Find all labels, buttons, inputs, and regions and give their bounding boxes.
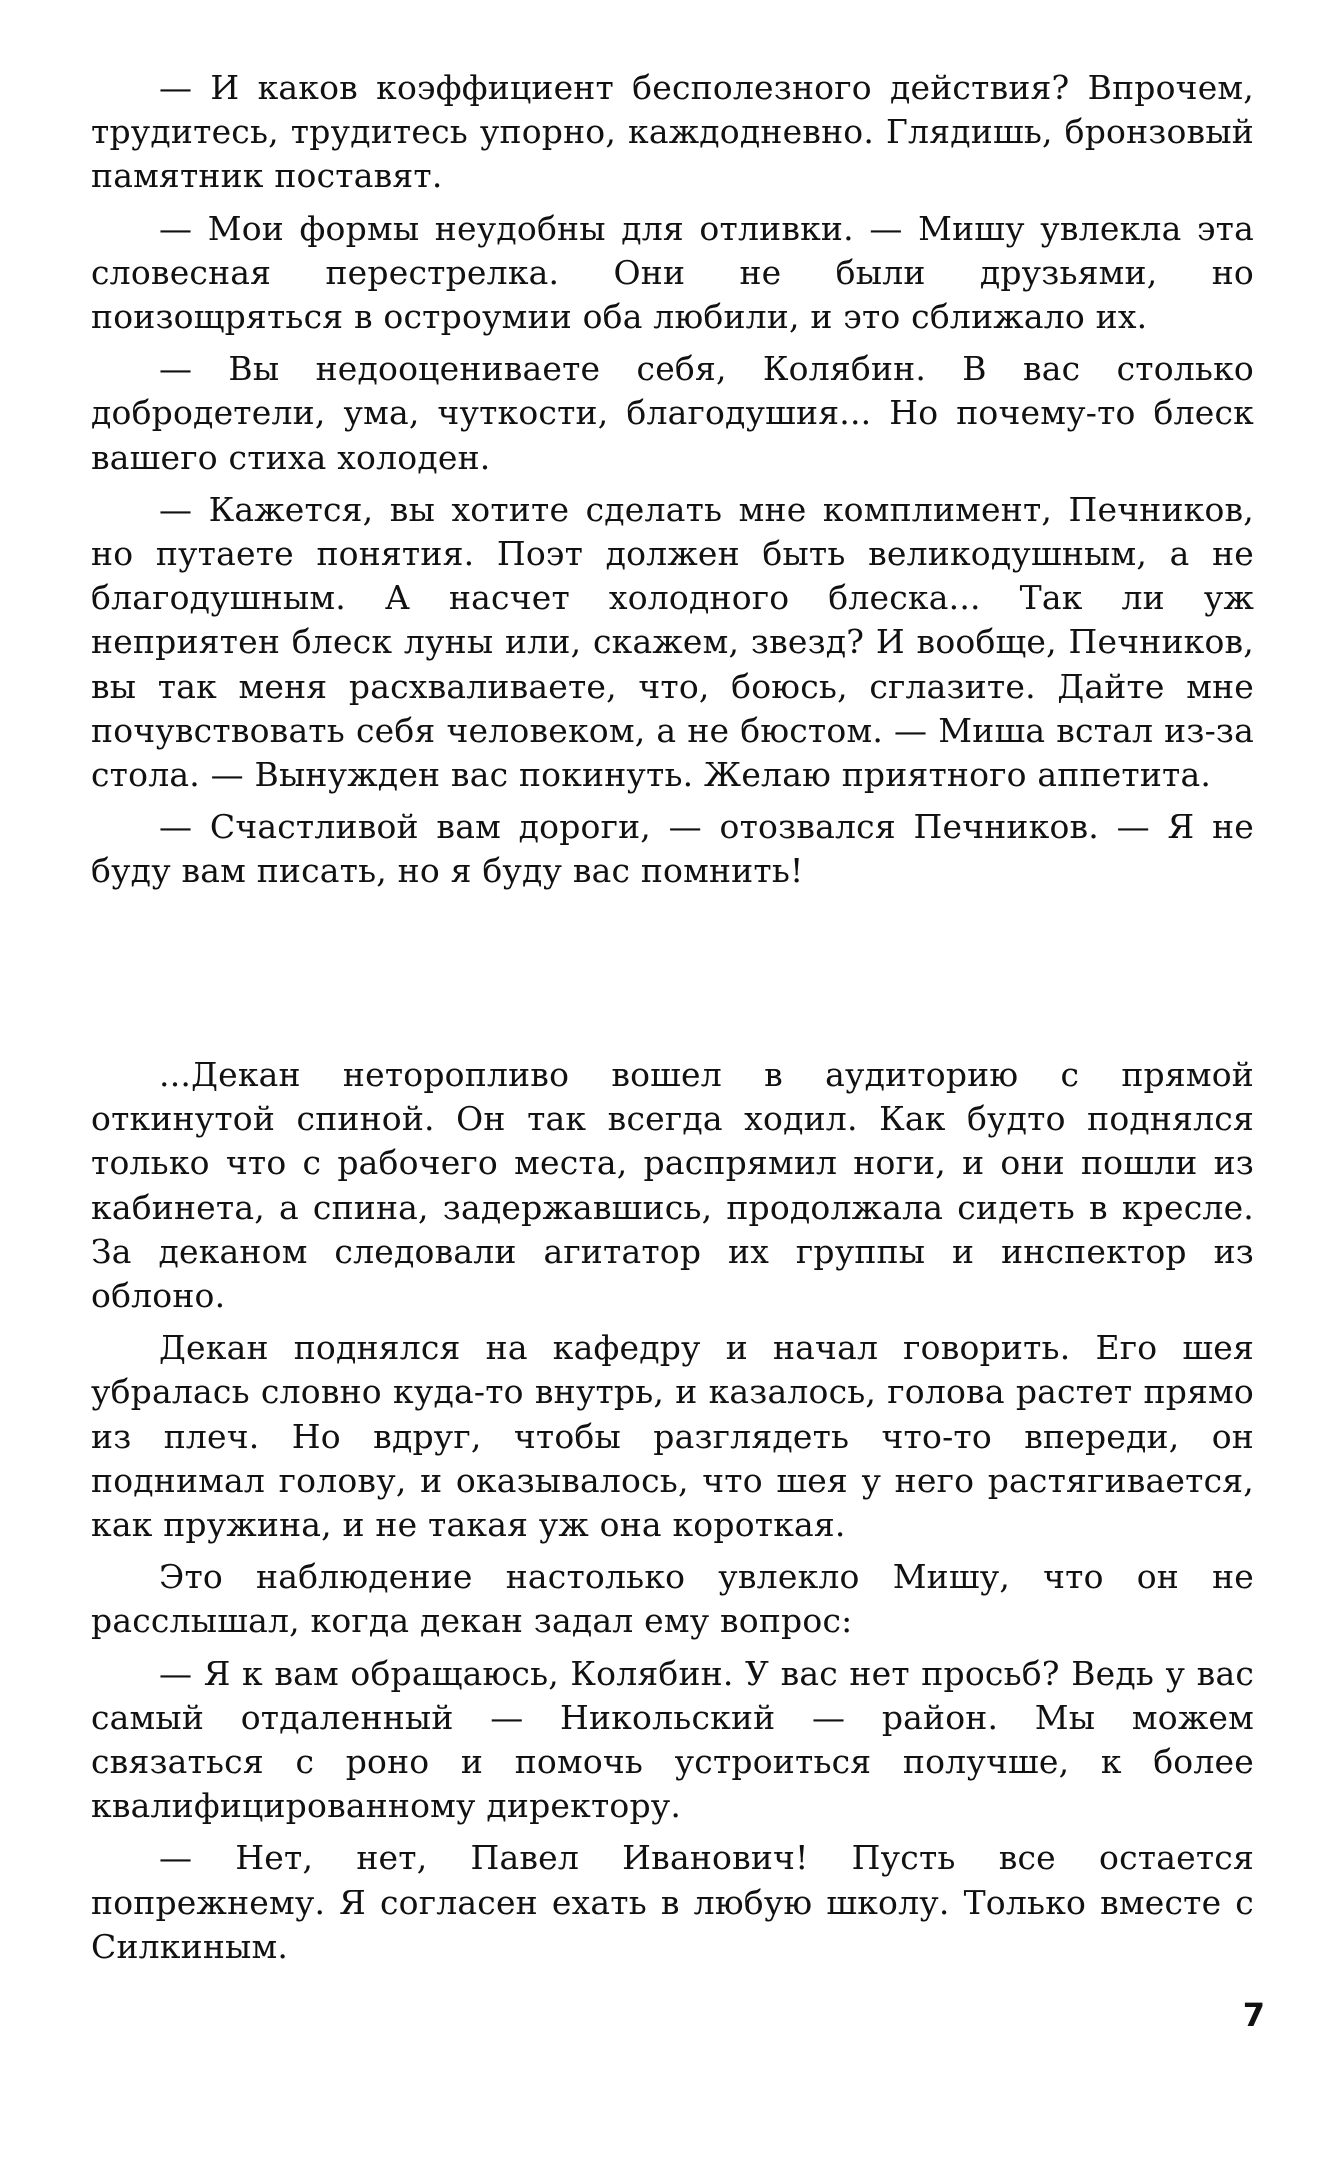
paragraph: — И каков коэффициент бесполезного действия? Впрочем, трудитесь, трудитесь упорно, каждодневно. Глядишь, бронзовый памятник поставят. <box>91 68 1254 196</box>
paragraph: — Кажется, вы хотите сделать мне комплимент, Печников, но путаете понятия. Поэт должен быть великодушным, а не благодушным. А насчет холодного блеска... Так ли уж неприятен блеск луны или, скажем, звезд? И вообще, Печников, вы так меня расхваливаете, что, боюсь, сглазите. Дайте мне почувствовать себя человеком, а не бюстом. — Миша встал из-за стола. — Вынужден вас покинуть. Желаю приятного аппетита. <box>91 489 1254 795</box>
paragraph: — Счастливой вам дороги, — отозвался Печников. — Я не буду вам писать, но я буду вас помнить! <box>91 807 1254 891</box>
paragraph: ...Декан неторопливо вошел в аудиторию с прямой откинутой спиной. Он так всегда ходил. Как будто поднялся только что с рабочего места, распрямил ноги, и они пошли из кабинета, а спина, задержавшись, продолжала сидеть в кресле. За деканом следовали агитатор их группы и инспектор из облоно. <box>91 1055 1254 1316</box>
narrative-section <box>91 1053 1254 1977</box>
paragraph: — Я к вам обращаюсь, Колябин. У вас нет просьб? Ведь у вас самый отдаленный — Никольский — район. Мы можем связаться с роно и помочь устроиться получше, к более квалифицированному директору. <box>91 1653 1254 1826</box>
dialogue-section <box>91 66 1254 902</box>
paragraph: — Мои формы неудобны для отливки. — Мишу увлекла эта словесная перестрелка. Они не были друзьями, но поизощряться в остроумии оба любили, и это сближало их. <box>91 208 1254 337</box>
paragraph: — Нет, нет, Павел Иванович! Пусть все остается попрежнему. Я согласен ехать в любую школу. Только вместе с Силкиным. <box>91 1838 1254 1966</box>
paragraph: Это наблюдение настолько увлекло Мишу, что он не расслышал, когда декан задал ему вопрос: <box>91 1557 1254 1641</box>
page-number: 7 <box>1242 1996 1265 2034</box>
paragraph: — Вы недооцениваете себя, Колябин. В вас столько добродетели, ума, чуткости, благодушия... Но почему-то блеск вашего стиха холоден. <box>91 349 1254 477</box>
paragraph: Декан поднялся на кафедру и начал говорить. Его шея убралась словно куда-то внутрь, и казалось, голова растет прямо из плеч. Но вдруг, чтобы разглядеть что-то впереди, он поднимал голову, и оказывалось, что шея у него растягивается, как пружина, и не такая уж она короткая. <box>91 1328 1254 1545</box>
